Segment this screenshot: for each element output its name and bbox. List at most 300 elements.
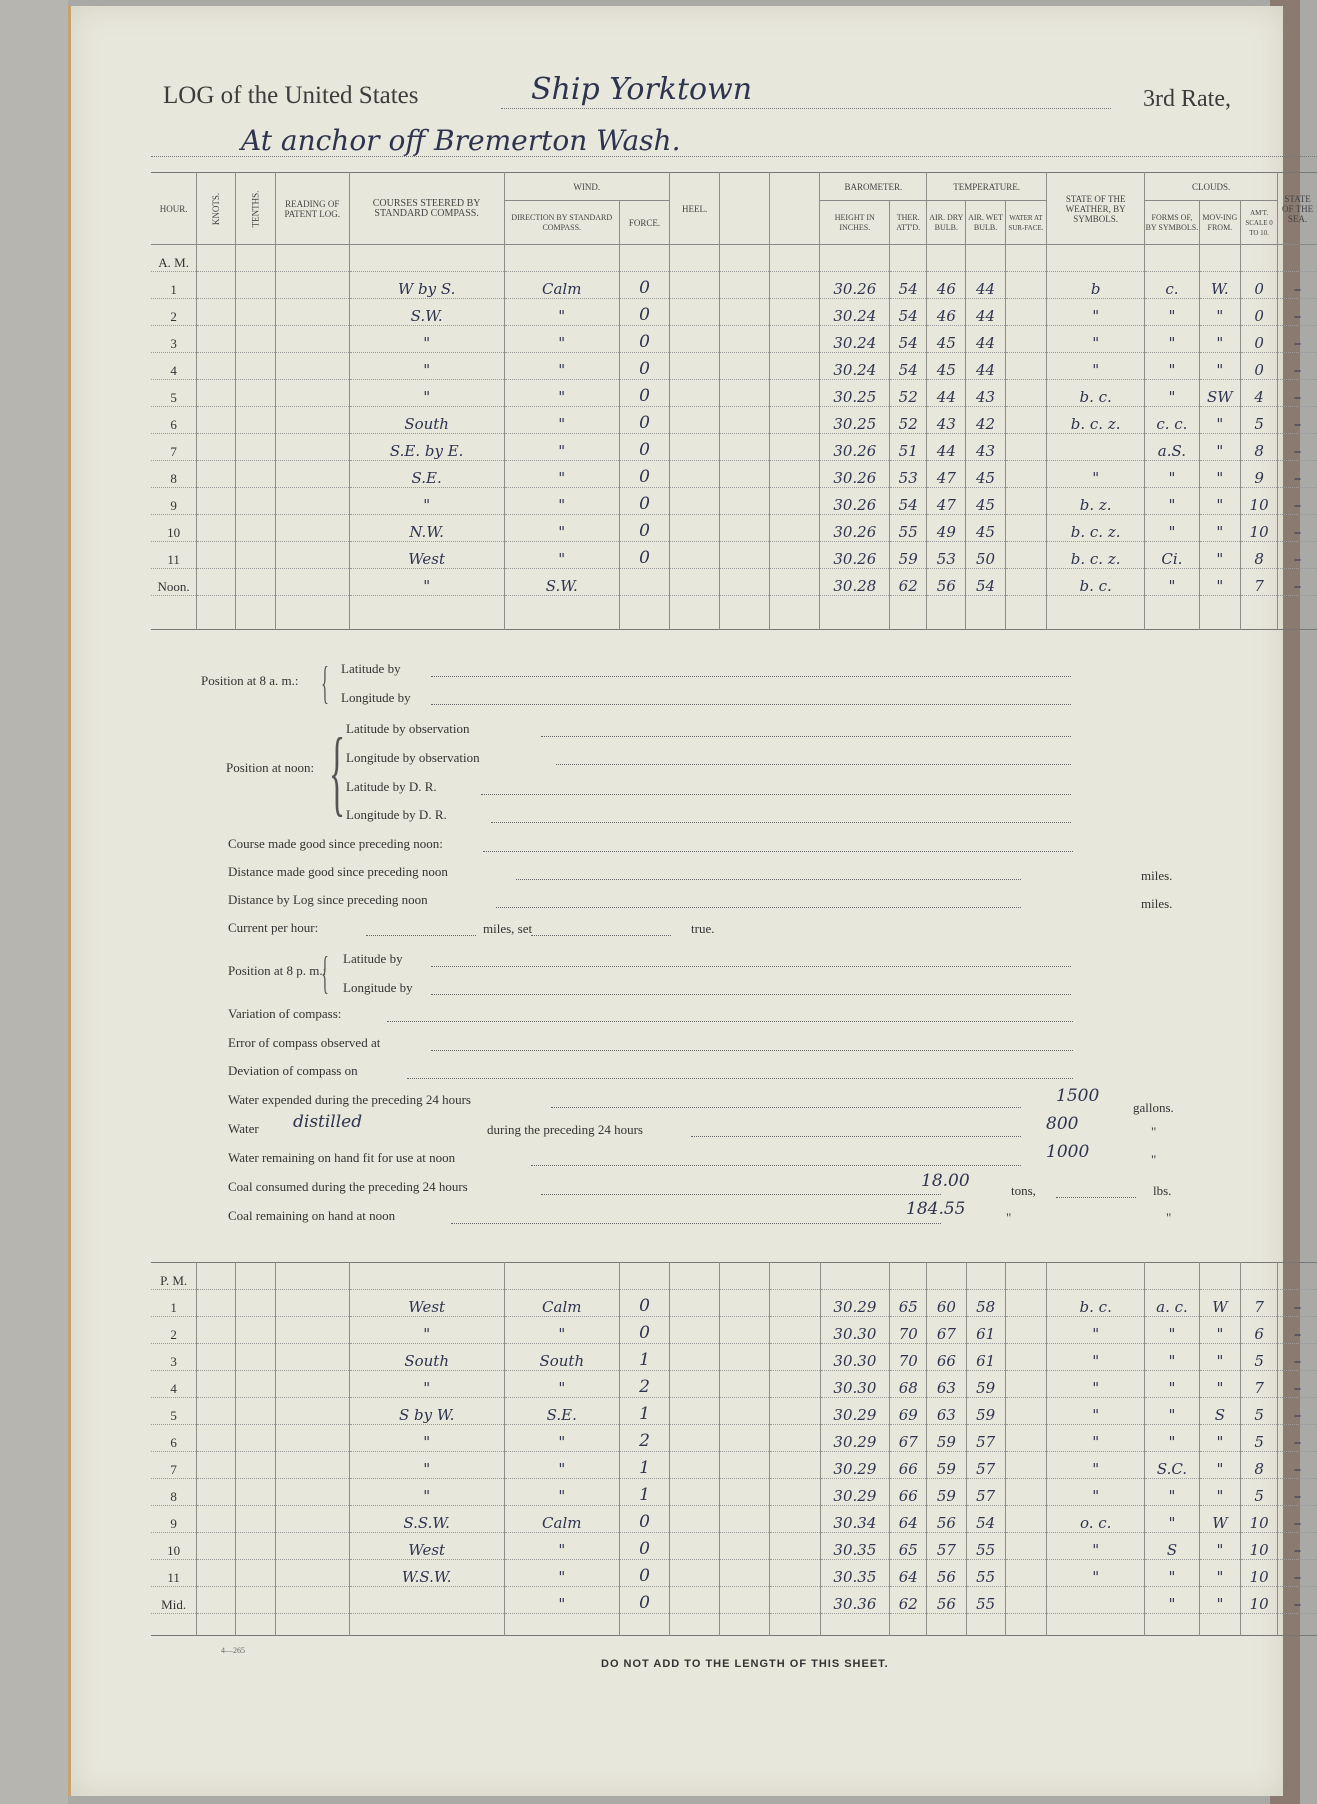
pm-ther-cell: 62 — [890, 1587, 927, 1614]
pm-dry-cell: 67 — [927, 1317, 966, 1344]
am-course-cell: " — [349, 326, 504, 353]
pm-baro-cell: 30.29 — [820, 1452, 890, 1479]
am-forms-cell: " — [1145, 569, 1199, 596]
am-hour-cell: 9 — [151, 488, 197, 515]
pm-wet-cell: 58 — [966, 1290, 1005, 1317]
pm-row — [151, 1371, 1317, 1398]
dist-good-miles: miles. — [1141, 868, 1173, 883]
pm-dry-cell: 66 — [927, 1344, 966, 1371]
pm-row — [151, 1587, 1317, 1614]
pm-course-cell: " — [349, 1452, 504, 1479]
am-baro-cell: 30.25 — [820, 380, 890, 407]
pm-row — [151, 1317, 1317, 1344]
pm-sea-cell: – — [1278, 1290, 1317, 1317]
am-moving-cell: " — [1199, 326, 1240, 353]
am-sea-cell: – — [1278, 380, 1317, 407]
am-sea-cell: – — [1278, 326, 1317, 353]
pm-row — [151, 1398, 1317, 1425]
am-force-cell: 0 — [620, 488, 670, 515]
am-dry-cell: 47 — [927, 488, 966, 515]
pm-force-cell: 2 — [620, 1371, 670, 1398]
pm-course-cell: S.S.W. — [349, 1506, 504, 1533]
pm-force-cell: 2 — [620, 1425, 670, 1452]
course-good: Course made good since preceding noon: — [228, 836, 443, 851]
am-forms-cell: " — [1145, 353, 1199, 380]
am-hour-cell: 2 — [151, 299, 197, 326]
pm-baro-cell: 30.36 — [820, 1587, 890, 1614]
pm-baro-cell: 30.35 — [820, 1560, 890, 1587]
col-knots: KNOTS. — [211, 192, 222, 225]
am-forms-cell: Ci. — [1145, 542, 1199, 569]
pm-weather-cell: " — [1047, 1479, 1145, 1506]
pm-row — [151, 1506, 1317, 1533]
coal-remaining-ditto-2: " — [1166, 1210, 1172, 1225]
am-ther-cell: 62 — [890, 569, 927, 596]
am-ther-cell: 51 — [890, 434, 927, 461]
pm-forms-cell: " — [1145, 1587, 1199, 1614]
am-sea-cell: – — [1278, 299, 1317, 326]
am-amount-cell: 7 — [1241, 569, 1278, 596]
pm-amount-cell: 10 — [1241, 1560, 1278, 1587]
pm-force-cell: 1 — [620, 1398, 670, 1425]
am-weather-cell: b. c. z. — [1047, 407, 1145, 434]
am-wet-cell: 44 — [966, 353, 1005, 380]
pm-weather-cell: b. c. — [1047, 1290, 1145, 1317]
pm-forms-cell: " — [1145, 1344, 1199, 1371]
variation-label: Variation of compass: — [228, 1006, 342, 1021]
pm-forms-cell: " — [1145, 1425, 1199, 1452]
pm-dry-cell: 63 — [927, 1398, 966, 1425]
pm-hour-cell: 1 — [151, 1290, 197, 1317]
pm-log-table — [151, 1262, 1317, 1636]
brace-8pm: { — [321, 947, 329, 998]
col-cloud-amount: AM'T. SCALE 0 TO 10. — [1241, 201, 1278, 245]
pm-row — [151, 1344, 1317, 1371]
form-number: 4—265 — [221, 1646, 245, 1655]
pm-weather-cell: " — [1047, 1425, 1145, 1452]
pos-noon-lat-dr: Latitude by D. R. — [346, 779, 437, 794]
am-course-cell: W by S. — [349, 272, 504, 299]
pm-moving-cell: " — [1199, 1317, 1240, 1344]
am-course-cell: " — [349, 380, 504, 407]
pm-amount-cell: 5 — [1241, 1425, 1278, 1452]
am-wet-cell: 54 — [966, 569, 1005, 596]
pm-baro-cell: 30.34 — [820, 1506, 890, 1533]
pm-hour-cell: 6 — [151, 1425, 197, 1452]
pos-noon-long-dr: Longitude by D. R. — [346, 807, 447, 822]
am-weather-cell: " — [1047, 326, 1145, 353]
am-dry-cell: 45 — [927, 353, 966, 380]
am-weather-cell: " — [1047, 461, 1145, 488]
am-force-cell: 0 — [620, 434, 670, 461]
am-ther-cell: 54 — [890, 353, 927, 380]
pm-ther-cell: 66 — [890, 1452, 927, 1479]
pm-amount-cell: 10 — [1241, 1506, 1278, 1533]
pm-force-cell: 0 — [620, 1587, 670, 1614]
pm-sea-cell: – — [1278, 1425, 1317, 1452]
sheet-notice: DO NOT ADD TO THE LENGTH OF THIS SHEET. — [601, 1658, 889, 1670]
am-wet-cell: 43 — [966, 434, 1005, 461]
book-spine — [0, 0, 68, 1804]
pm-sea-cell: – — [1278, 1533, 1317, 1560]
pm-row — [151, 1560, 1317, 1587]
pm-wind-cell: Calm — [504, 1290, 620, 1317]
am-moving-cell: SW — [1199, 380, 1240, 407]
pm-dry-cell: 63 — [927, 1371, 966, 1398]
am-wind-cell: " — [504, 407, 620, 434]
am-hour-cell: 10 — [151, 515, 197, 542]
am-sea-cell: – — [1278, 569, 1317, 596]
pm-sea-cell: – — [1278, 1506, 1317, 1533]
am-forms-cell: " — [1145, 515, 1199, 542]
pm-weather-cell: o. c. — [1047, 1506, 1145, 1533]
am-wind-cell: " — [504, 326, 620, 353]
am-wind-cell: " — [504, 299, 620, 326]
pm-hour-cell: 3 — [151, 1344, 197, 1371]
col-hour: HOUR. — [159, 203, 188, 214]
pm-forms-cell: " — [1145, 1371, 1199, 1398]
pm-moving-cell: " — [1199, 1452, 1240, 1479]
location-rule — [151, 156, 1317, 157]
pm-amount-cell: 7 — [1241, 1371, 1278, 1398]
pm-force-cell: 0 — [620, 1560, 670, 1587]
am-dry-cell: 44 — [927, 434, 966, 461]
ship-name: Ship Yorktown — [531, 72, 753, 107]
am-row — [151, 299, 1317, 326]
am-baro-cell: 30.25 — [820, 407, 890, 434]
am-weather-cell: b. c. z. — [1047, 515, 1145, 542]
pm-forms-cell: S — [1145, 1533, 1199, 1560]
am-amount-cell: 0 — [1241, 299, 1278, 326]
water-remaining-label: Water remaining on hand fit for use at noon — [228, 1150, 456, 1165]
am-dry-cell: 46 — [927, 299, 966, 326]
pm-dry-cell: 59 — [927, 1425, 966, 1452]
pm-baro-cell: 30.29 — [820, 1425, 890, 1452]
water-distilled-word: Water — [228, 1121, 259, 1136]
am-ther-cell: 52 — [890, 407, 927, 434]
pm-wind-cell: South — [504, 1344, 620, 1371]
am-course-cell: N.W. — [349, 515, 504, 542]
am-hour-cell: 1 — [151, 272, 197, 299]
am-moving-cell: " — [1199, 353, 1240, 380]
am-force-cell — [620, 569, 670, 596]
am-ther-cell: 52 — [890, 380, 927, 407]
am-ther-cell: 54 — [890, 299, 927, 326]
am-dry-cell: 44 — [927, 380, 966, 407]
am-ther-cell: 54 — [890, 272, 927, 299]
pm-label: P. M. — [151, 1263, 197, 1290]
am-wet-cell: 45 — [966, 488, 1005, 515]
pm-ther-cell: 67 — [890, 1425, 927, 1452]
am-forms-cell: a.S. — [1145, 434, 1199, 461]
coal-remaining-ditto-1: " — [1006, 1210, 1012, 1225]
am-forms-cell: " — [1145, 299, 1199, 326]
am-ther-cell: 55 — [890, 515, 927, 542]
pos-8am-label: Position at 8 a. m.: — [201, 673, 299, 688]
col-wind-direction: DIRECTION BY STANDARD COMPASS. — [504, 201, 620, 245]
am-row — [151, 272, 1317, 299]
pm-wet-cell: 55 — [966, 1533, 1005, 1560]
pm-wind-cell: " — [504, 1371, 620, 1398]
am-forms-cell: c. — [1145, 272, 1199, 299]
pm-ther-cell: 65 — [890, 1290, 927, 1317]
am-row — [151, 380, 1317, 407]
pm-ther-cell: 64 — [890, 1506, 927, 1533]
am-weather-cell — [1047, 434, 1145, 461]
error-label: Error of compass observed at — [228, 1035, 381, 1050]
pm-force-cell: 1 — [620, 1344, 670, 1371]
pm-hour-cell: 7 — [151, 1452, 197, 1479]
lbs-label: lbs. — [1153, 1183, 1172, 1198]
am-baro-cell: 30.26 — [820, 488, 890, 515]
am-baro-cell: 30.26 — [820, 434, 890, 461]
col-clouds: CLOUDS. — [1145, 173, 1278, 201]
pm-sea-cell: – — [1278, 1398, 1317, 1425]
pm-wet-cell: 57 — [966, 1452, 1005, 1479]
am-course-cell: " — [349, 353, 504, 380]
pm-hour-cell: Mid. — [151, 1587, 197, 1614]
am-wind-cell: Calm — [504, 272, 620, 299]
col-baro-height: HEIGHT IN INCHES. — [820, 201, 890, 245]
am-hour-cell: 4 — [151, 353, 197, 380]
am-hour-cell: 8 — [151, 461, 197, 488]
am-hour-cell: Noon. — [151, 569, 197, 596]
pm-weather-cell: " — [1047, 1344, 1145, 1371]
am-baro-cell: 30.24 — [820, 326, 890, 353]
pm-moving-cell: " — [1199, 1344, 1240, 1371]
pm-sea-cell: – — [1278, 1344, 1317, 1371]
pos-8am-lat: Latitude by — [341, 661, 401, 676]
am-force-cell: 0 — [620, 461, 670, 488]
am-row — [151, 461, 1317, 488]
pm-forms-cell: S.C. — [1145, 1452, 1199, 1479]
am-hour-cell: 5 — [151, 380, 197, 407]
pm-moving-cell: W — [1199, 1506, 1240, 1533]
pm-baro-cell: 30.29 — [820, 1479, 890, 1506]
am-ther-cell: 53 — [890, 461, 927, 488]
am-wet-cell: 50 — [966, 542, 1005, 569]
am-baro-cell: 30.26 — [820, 542, 890, 569]
pm-baro-cell: 30.29 — [820, 1290, 890, 1317]
pm-amount-cell: 8 — [1241, 1452, 1278, 1479]
am-label: A. M. — [151, 245, 197, 272]
am-wet-cell: 45 — [966, 461, 1005, 488]
pm-moving-cell: " — [1199, 1479, 1240, 1506]
pm-amount-cell: 10 — [1241, 1587, 1278, 1614]
pm-wind-cell: S.E. — [504, 1398, 620, 1425]
water-remaining-value: 1000 — [1046, 1142, 1090, 1162]
am-row — [151, 353, 1317, 380]
pm-wet-cell: 55 — [966, 1560, 1005, 1587]
pm-wet-cell: 59 — [966, 1371, 1005, 1398]
am-force-cell: 0 — [620, 542, 670, 569]
pm-amount-cell: 5 — [1241, 1344, 1278, 1371]
tons-label: tons, — [1011, 1183, 1036, 1198]
coal-consumed-value: 18.00 — [921, 1171, 970, 1191]
dist-log: Distance by Log since preceding noon — [228, 892, 428, 907]
am-hour-cell: 7 — [151, 434, 197, 461]
pm-dry-cell: 56 — [927, 1560, 966, 1587]
pos-noon-lat-obs: Latitude by observation — [346, 721, 470, 736]
pm-hour-cell: 5 — [151, 1398, 197, 1425]
pm-wet-cell: 61 — [966, 1344, 1005, 1371]
pm-moving-cell: S — [1199, 1398, 1240, 1425]
pm-row — [151, 1533, 1317, 1560]
pm-weather-cell: " — [1047, 1533, 1145, 1560]
pm-wet-cell: 55 — [966, 1587, 1005, 1614]
am-course-cell: West — [349, 542, 504, 569]
am-row — [151, 488, 1317, 515]
am-sea-cell: – — [1278, 434, 1317, 461]
am-course-cell: S.E. by E. — [349, 434, 504, 461]
pm-dry-cell: 59 — [927, 1479, 966, 1506]
pm-dry-cell: 56 — [927, 1587, 966, 1614]
pm-dry-cell: 59 — [927, 1452, 966, 1479]
col-temperature: TEMPERATURE. — [927, 173, 1047, 201]
dist-good: Distance made good since preceding noon — [228, 864, 448, 879]
am-moving-cell: " — [1199, 569, 1240, 596]
am-course-cell: S.E. — [349, 461, 504, 488]
am-dry-cell: 45 — [927, 326, 966, 353]
water-remaining-ditto: " — [1151, 1152, 1157, 1167]
am-dry-cell: 43 — [927, 407, 966, 434]
am-course-cell: S.W. — [349, 299, 504, 326]
am-weather-cell: b. z. — [1047, 488, 1145, 515]
pm-course-cell: South — [349, 1344, 504, 1371]
pm-baro-cell: 30.35 — [820, 1533, 890, 1560]
pm-ther-cell: 70 — [890, 1317, 927, 1344]
pm-wet-cell: 57 — [966, 1425, 1005, 1452]
am-sea-cell: – — [1278, 272, 1317, 299]
col-weather-state: STATE OF THE WEATHER, BY SYMBOLS. — [1047, 173, 1145, 245]
am-sea-cell: – — [1278, 353, 1317, 380]
pm-moving-cell: " — [1199, 1587, 1240, 1614]
am-row — [151, 407, 1317, 434]
pm-hour-cell: 9 — [151, 1506, 197, 1533]
pm-sea-cell: – — [1278, 1560, 1317, 1587]
am-row — [151, 569, 1317, 596]
coal-remaining-label: Coal remaining on hand at noon — [228, 1208, 396, 1223]
pm-course-cell: " — [349, 1371, 504, 1398]
am-wind-cell: " — [504, 542, 620, 569]
am-baro-cell: 30.24 — [820, 353, 890, 380]
am-amount-cell: 4 — [1241, 380, 1278, 407]
pm-moving-cell: " — [1199, 1533, 1240, 1560]
pm-amount-cell: 6 — [1241, 1317, 1278, 1344]
am-weather-cell: b. c. — [1047, 569, 1145, 596]
am-wind-cell: " — [504, 488, 620, 515]
col-patent-log: READING OF PATENT LOG. — [275, 173, 349, 245]
pm-wind-cell: " — [504, 1452, 620, 1479]
ship-rate: 3rd Rate, — [1143, 86, 1231, 112]
am-force-cell: 0 — [620, 299, 670, 326]
pm-course-cell: W.S.W. — [349, 1560, 504, 1587]
am-weather-cell: " — [1047, 299, 1145, 326]
am-force-cell: 0 — [620, 326, 670, 353]
col-air-wet: AIR. WET BULB. — [966, 201, 1005, 245]
pm-course-cell: S by W. — [349, 1398, 504, 1425]
pm-weather-cell: " — [1047, 1398, 1145, 1425]
pm-course-cell: " — [349, 1479, 504, 1506]
pm-baro-cell: 30.30 — [820, 1344, 890, 1371]
col-tenths: TENTHS. — [250, 190, 261, 227]
am-ther-cell: 54 — [890, 326, 927, 353]
am-weather-cell: b. c. — [1047, 380, 1145, 407]
pm-force-cell: 1 — [620, 1479, 670, 1506]
am-row — [151, 326, 1317, 353]
am-wet-cell: 43 — [966, 380, 1005, 407]
am-forms-cell: " — [1145, 488, 1199, 515]
water-expended-value: 1500 — [1056, 1086, 1100, 1106]
pm-sea-cell: – — [1278, 1479, 1317, 1506]
pm-weather-cell — [1047, 1587, 1145, 1614]
pm-course-cell: West — [349, 1533, 504, 1560]
pm-moving-cell: " — [1199, 1425, 1240, 1452]
pm-hour-cell: 10 — [151, 1533, 197, 1560]
am-weather-cell: b — [1047, 272, 1145, 299]
title-rule — [501, 108, 1111, 109]
pm-ther-cell: 69 — [890, 1398, 927, 1425]
pm-ther-cell: 66 — [890, 1479, 927, 1506]
pm-course-cell: " — [349, 1425, 504, 1452]
am-dry-cell: 46 — [927, 272, 966, 299]
am-sea-cell: – — [1278, 542, 1317, 569]
am-moving-cell: " — [1199, 299, 1240, 326]
am-force-cell: 0 — [620, 407, 670, 434]
am-baro-cell: 30.26 — [820, 515, 890, 542]
am-sea-cell: – — [1278, 488, 1317, 515]
am-ther-cell: 59 — [890, 542, 927, 569]
col-barometer: BAROMETER. — [820, 173, 927, 201]
pm-moving-cell: " — [1199, 1371, 1240, 1398]
am-wet-cell: 44 — [966, 326, 1005, 353]
pm-ther-cell: 64 — [890, 1560, 927, 1587]
pm-baro-cell: 30.30 — [820, 1371, 890, 1398]
current-label: Current per hour: — [228, 920, 319, 935]
log-title: LOG of the United States — [163, 82, 419, 109]
pm-force-cell: 0 — [620, 1533, 670, 1560]
pos-noon-label: Position at noon: — [226, 760, 315, 775]
am-sea-cell: – — [1278, 515, 1317, 542]
am-force-cell: 0 — [620, 515, 670, 542]
am-weather-cell: " — [1047, 353, 1145, 380]
am-amount-cell: 9 — [1241, 461, 1278, 488]
pm-amount-cell: 5 — [1241, 1479, 1278, 1506]
pm-wet-cell: 59 — [966, 1398, 1005, 1425]
pm-hour-cell: 2 — [151, 1317, 197, 1344]
pos-8pm-lat: Latitude by — [343, 951, 403, 966]
pm-ther-cell: 68 — [890, 1371, 927, 1398]
am-baro-cell: 30.28 — [820, 569, 890, 596]
col-wind: WIND. — [504, 173, 670, 201]
am-course-cell: " — [349, 488, 504, 515]
col-wind-force: FORCE. — [620, 201, 670, 245]
pm-wet-cell: 57 — [966, 1479, 1005, 1506]
am-amount-cell: 8 — [1241, 434, 1278, 461]
am-row — [151, 434, 1317, 461]
am-baro-cell: 30.26 — [820, 461, 890, 488]
coal-consumed-label: Coal consumed during the preceding 24 hours — [228, 1179, 468, 1194]
pm-amount-cell: 5 — [1241, 1398, 1278, 1425]
pm-amount-cell: 7 — [1241, 1290, 1278, 1317]
brace-noon: { — [328, 718, 346, 825]
pm-sea-cell: – — [1278, 1371, 1317, 1398]
am-moving-cell: " — [1199, 515, 1240, 542]
pos-8am-long: Longitude by — [341, 690, 411, 705]
am-row — [151, 515, 1317, 542]
pm-wind-cell: " — [504, 1533, 620, 1560]
am-moving-cell: " — [1199, 407, 1240, 434]
